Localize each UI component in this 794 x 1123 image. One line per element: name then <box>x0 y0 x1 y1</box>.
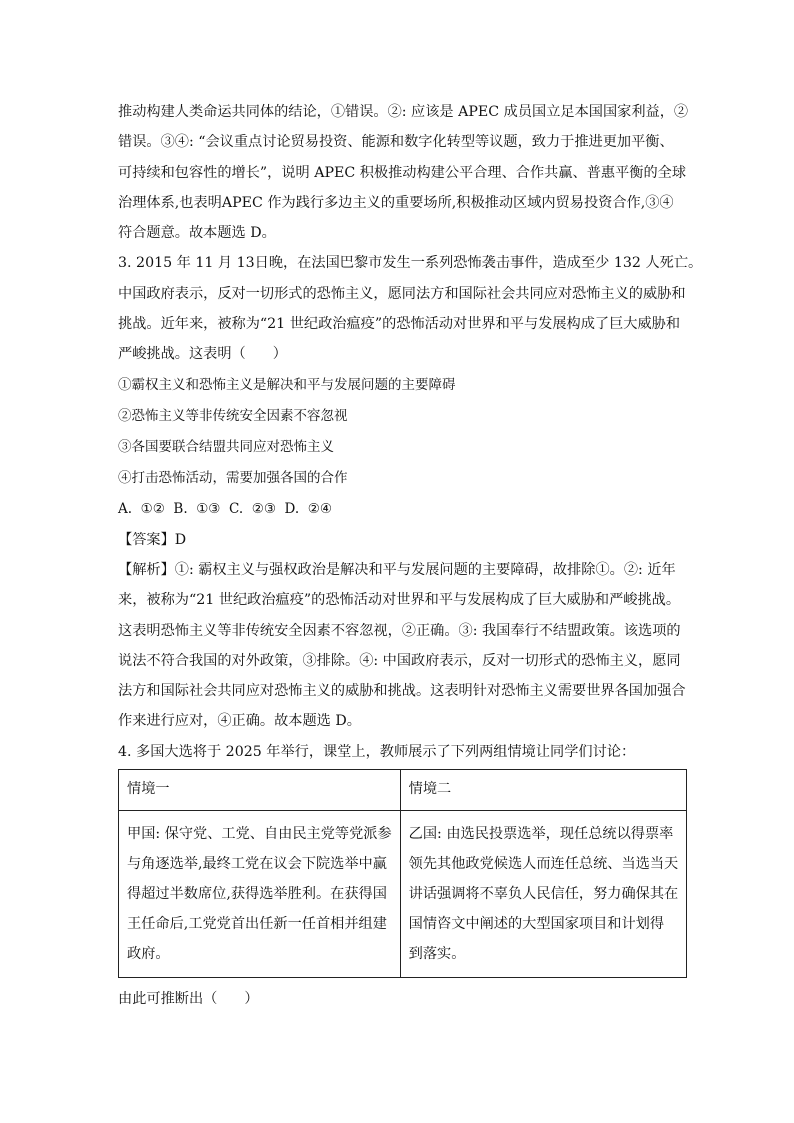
text-line: 错误。③④: “会议重点讨论贸易投资、能源和数字化转型等议题，致力于推进更加平衡、 <box>118 134 674 151</box>
table-row <box>119 811 687 978</box>
analysis-line: 作来进行应对，④正确。故本题选 D。 <box>118 713 361 730</box>
cell-text-line: 讲话强调将不辜负人民信任，努力确保其在 <box>408 886 679 903</box>
text-line: 符合题意。故本题选 D。 <box>118 225 276 242</box>
question-stem-line: 4. 多国大选将于 2025 年举行，课堂上，教师展示了下列两组情境让同学们讨论： <box>118 743 636 760</box>
question-4 <box>118 737 678 1014</box>
statement-option: ①霸权主义和恐怖主义是解决和平与发展问题的主要障碍 <box>118 376 456 393</box>
cell-text-line: 国情咨文中阐述的大型国家项目和计划得 <box>408 916 665 933</box>
table-header-row <box>119 770 687 811</box>
statement-option: ②恐怖主义等非传统安全因素不容忽视 <box>118 407 348 424</box>
question-stem-line: 严峻挑战。这表明（ ） <box>118 346 287 363</box>
question-followup: 由此可推断出（ ） <box>118 991 259 1008</box>
question-stem-line: 挑战。近年来，被称为“21 世纪政治瘟疫”的恐怖活动对世界和平与发展构成了巨大威胁和 <box>118 316 681 333</box>
table-cell-situation-1 <box>119 811 401 978</box>
cell-text-line: 乙国: 由选民投票选举，现任总统以得票率 <box>408 826 674 843</box>
table-header-cell: 情境一 <box>119 770 401 811</box>
question-3 <box>118 248 703 736</box>
analysis-line: 【解析】①: 霸权主义与强权政治是解决和平与发展问题的主要障碍，故排除①。②: 近年 <box>118 561 676 578</box>
cell-text-line: 领先其他政党候选人而连任总统、当选当天 <box>408 856 679 873</box>
question-stem-line: 3. 2015 年 11 月 13日晚，在法国巴黎市发生一系列恐怖袭击事件，造成至少 132 人死亡。 <box>118 255 703 272</box>
cell-text-line: 甲国: 保守党、工党、自由民主党等党派参 <box>127 826 392 843</box>
table-cell-situation-2 <box>400 811 687 978</box>
text-line: 推动构建人类命运共同体的结论，①错误。②: 应该是 APEC 成员国立足本国国家利益，② <box>118 104 689 120</box>
question-stem-line: 中国政府表示，反对一切形式的恐怖主义，愿同法方和国际社会共同应对恐怖主义的威胁和 <box>118 285 686 302</box>
document-content <box>118 97 703 1014</box>
analysis-line: 说法不符合我国的对外政策，③排除。④: 中国政府表示，反对一切形式的恐怖主义，愿同 <box>118 652 681 669</box>
text-line: 治理体系,也表明APEC 作为践行多边主义的重要场所,积极推动区域内贸易投资合作,③④ <box>118 194 674 211</box>
analysis-line: 这表明恐怖主义等非传统安全因素不容忽视，②正确。③: 我国奉行不结盟政策。该选项的 <box>118 622 681 639</box>
cell-text-line: 得超过半数席位,获得选举胜利。在获得国 <box>127 886 387 903</box>
cell-text-line: 王任命后,工党党首出任新一任首相并组建 <box>127 916 387 933</box>
text-line: 可持续和包容性的增长”，说明 APEC 积极推动构建公平合理、合作共赢、普惠平衡的全球 <box>118 164 687 181</box>
cell-text-line: 与角逐选举,最终工党在议会下院选举中赢 <box>127 856 387 873</box>
analysis-line: 法方和国际社会共同应对恐怖主义的威胁和挑战。这表明针对恐怖主义需要世界各国加强合 <box>118 683 686 700</box>
answer-choices: A. ①② B. ①③ C. ②③ D. ②④ <box>118 500 332 517</box>
answer-label: 【答案】D <box>118 531 187 548</box>
statement-option: ④打击恐怖活动，需要加强各国的合作 <box>118 469 348 486</box>
previous-analysis-continuation <box>118 97 689 248</box>
analysis-line: 来，被称为“21 世纪政治瘟疫”的恐怖活动对世界和平与发展构成了巨大威胁和严峻挑战。 <box>118 592 681 609</box>
cell-text-line: 到落实。 <box>408 946 466 963</box>
situation-table <box>118 769 687 978</box>
statement-option: ③各国要联合结盟共同应对恐怖主义 <box>118 438 334 455</box>
cell-text-line: 政府。 <box>127 946 170 963</box>
table-header-cell: 情境二 <box>400 770 687 811</box>
